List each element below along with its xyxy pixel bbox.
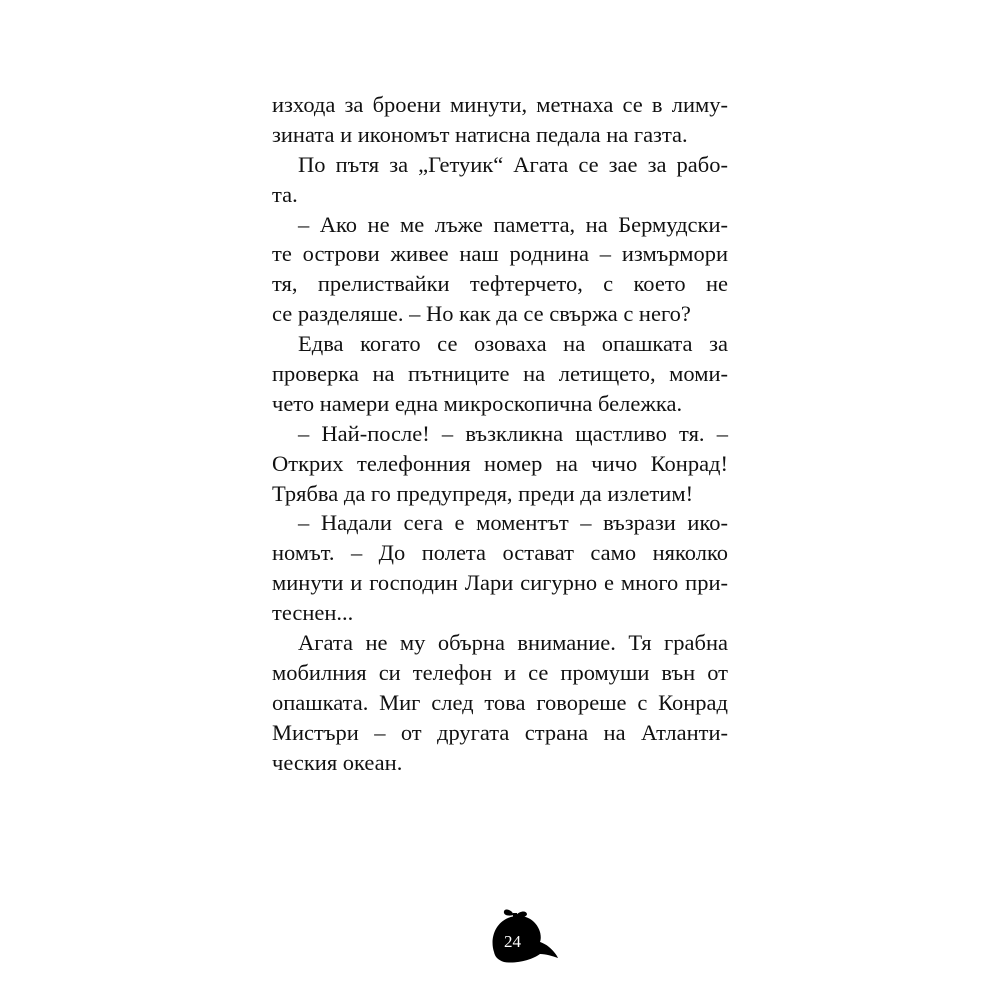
text-line: Агата не му обърна внимание. Тя грабна <box>298 630 728 656</box>
text-line: опашката. Миг след това говореше с Конрад <box>272 689 728 715</box>
text-line: та. <box>272 181 298 207</box>
text-line: номът. – До полета остават само няколко <box>272 540 728 566</box>
text-line: Трябва да го предупредя, преди да излетим! <box>272 480 694 506</box>
text-line: теснен... <box>272 600 354 626</box>
text-line: Мистъри – от другата страна на Атланти- <box>272 719 728 745</box>
text-line: ческия океан. <box>272 749 403 775</box>
text-line: зината и икономът натисна педала на газта. <box>272 121 688 147</box>
text-line: Едва когато се озоваха на опашката за <box>298 331 728 357</box>
page-number-emblem <box>486 902 560 970</box>
text-line: – Ако не ме лъже паметта, на Бермудски- <box>298 211 728 237</box>
text-line: По пътя за „Гетуик“ Агата се зае за рабо- <box>298 151 728 177</box>
text-line: изхода за броени минути, метнаха се в лиму- <box>272 92 728 117</box>
text-line: – Най-после! – възкликна щастливо тя. – <box>298 420 728 446</box>
text-line: тя, прелиствайки тефтерчето, с което не <box>272 271 728 297</box>
text-line: проверка на пътниците на летището, моми- <box>272 361 728 387</box>
text-line: минути и господин Лари сигурно е много при- <box>272 570 728 596</box>
text-line: Открих телефонния номер на чичо Конрад! <box>272 450 728 476</box>
body-text <box>272 90 728 777</box>
text-line: – Надали сега е моментът – възрази ико- <box>298 510 728 536</box>
page-number: 24 <box>504 932 521 951</box>
text-line: те острови живее наш роднина – измърмори <box>272 241 728 267</box>
text-line: се разделяше. – Но как да се свържа с него? <box>272 301 691 327</box>
text-line: чето намери една микроскопична бележка. <box>272 390 683 416</box>
text-line: мобилния си телефон и се промуши вън от <box>272 659 728 685</box>
